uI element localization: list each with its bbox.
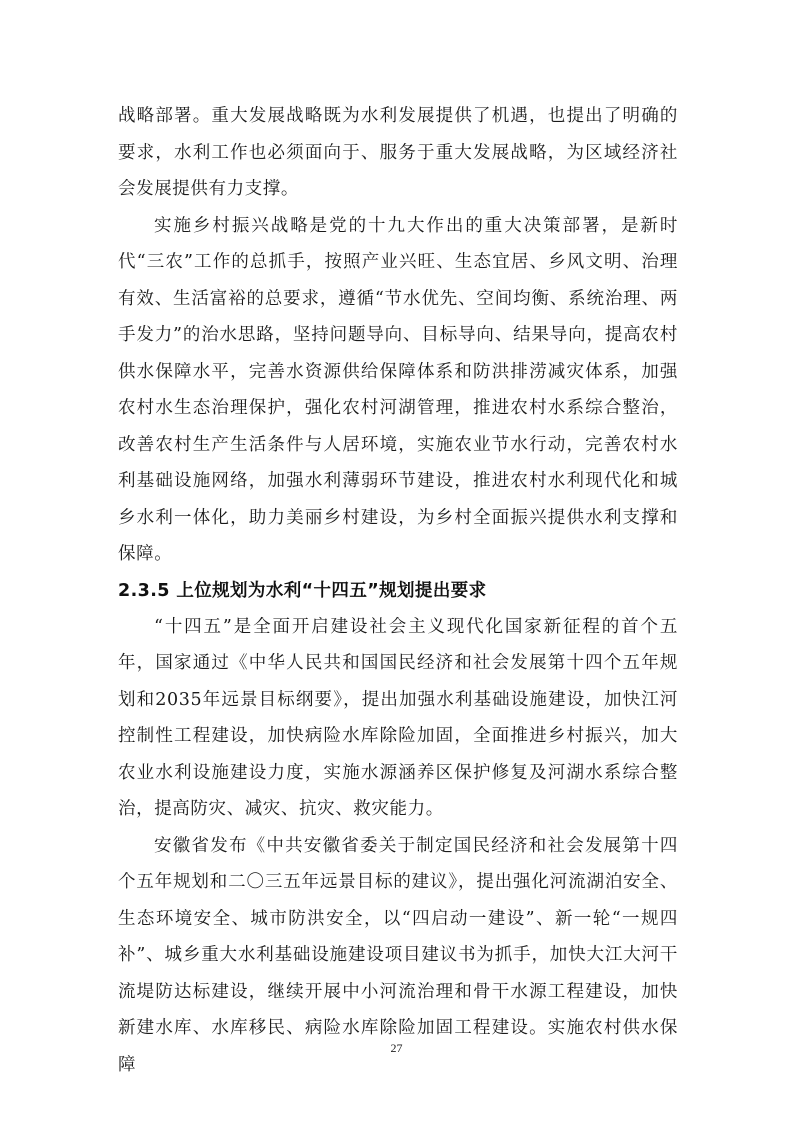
paragraph-national-plan: “十四五”是全面开启建设社会主义现代化国家新征程的首个五年，国家通过《中华人民共和国国民经济和社会发展第十四个五年规划和2035年远景目标纲要》，提出加强水利基础设施建设，加快江河控制性工程建设，加快病险水库除险加固，全面推进乡村振兴，加大农业水利设施建设力度，实施水源涵养区保护修复及河湖水系综合整治，提高防灾、减灾、抗灾、救灾能力。 [118, 616, 678, 819]
paragraph-rural-revitalization: 实施乡村振兴战略是党的十九大作出的重大决策部署，是新时代“三农”工作的总抓手，按照产业兴旺、生态宜居、乡风文明、治理有效、生活富裕的总要求，遵循“节水优先、空间均衡、系统治理、两手发力”的治水思路，坚持问题导向、目标导向、结果导向，提高农村供水保障水平，完善水资源供给保障体系和防洪排涝减灾体系，加强农村水生态治理保护，强化农村河湖管理，推进农村水系综合整治，改善农村生产生活条件与人居环境，实施农业节水行动，完善农村水利基础设施网络，加强水利薄弱环节建设，推进农村水利现代化和城乡水利一体化，助力美丽乡村建设，为乡村全面振兴提供水利支撑和保障。 [118, 215, 678, 564]
section-heading: 2.3.5 上位规划为水利“十四五”规划提出要求 [118, 580, 487, 601]
paragraph-anhui-plan: 安徽省发布《中共安徽省委关于制定国民经济和社会发展第十四个五年规划和二〇三五年远景目标的建议》，提出强化河流湖泊安全、生态环境安全、城市防洪安全，以“四启动一建设”、新一轮“一规四补”、城乡重大水利基础设施建设项目建议书为抓手，加快大江大河干流堤防达标建设，继续开展中小河流治理和骨干水源工程建设，加快新建水库、水库移民、病险水库除险加固工程建设。实施农村供水保障 [118, 835, 678, 1075]
paragraph-continuation: 战略部署。重大发展战略既为水利发展提供了机遇，也提出了明确的要求，水利工作也必须面向于、服务于重大发展战略，为区域经济社会发展提供有力支撑。 [118, 106, 678, 199]
page-content [118, 98, 678, 1083]
page-number: 27 [390, 1041, 403, 1055]
